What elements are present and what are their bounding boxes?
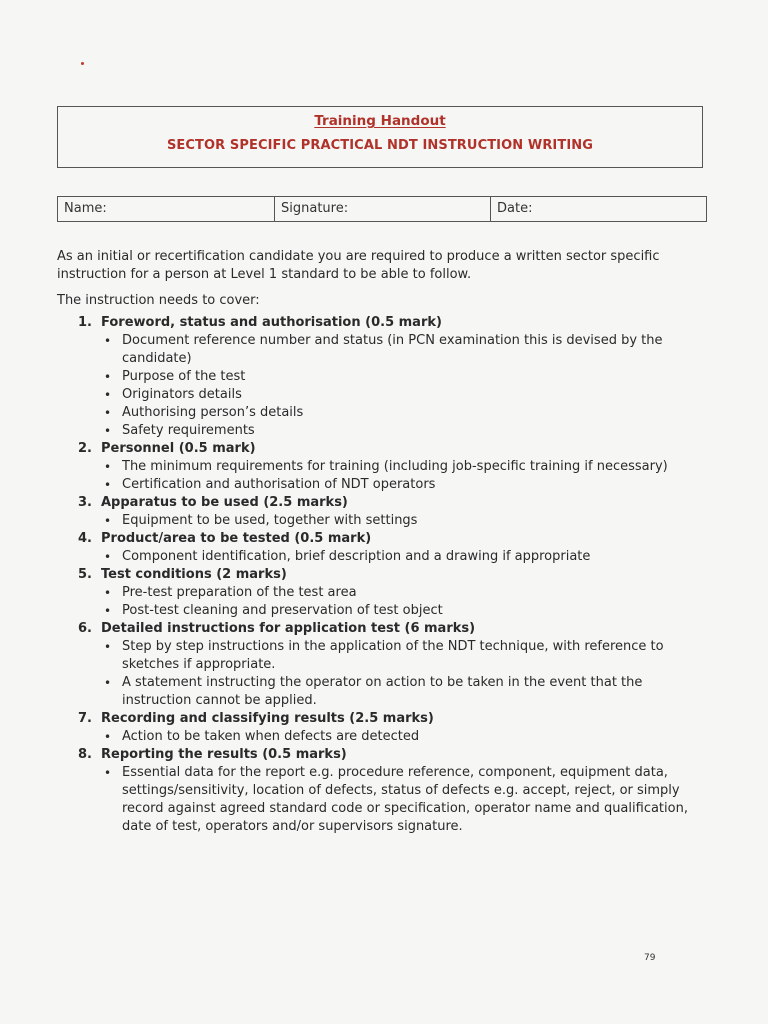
section-item — [57, 494, 707, 530]
section-item — [57, 440, 707, 494]
document-title: SECTOR SPECIFIC PRACTICAL NDT INSTRUCTION WRITING — [166, 138, 594, 153]
handout-title: Training Handout — [314, 113, 446, 129]
cover-intro: The instruction needs to cover: — [57, 293, 260, 308]
bullet-item: • Document reference number and status (in PCN examination this is devised by the candidate) — [101, 332, 707, 368]
bullet-list — [101, 512, 707, 530]
section-heading: Personnel (0.5 mark) — [101, 441, 256, 456]
signature-label: Signature: — [281, 201, 349, 216]
title-box — [57, 106, 703, 168]
section-heading: Product/area to be tested (0.5 mark) — [101, 531, 372, 546]
section-item — [57, 710, 707, 746]
bullet-item: • Equipment to be used, together with settings — [101, 512, 707, 530]
bullet-list — [101, 548, 707, 566]
date-label: Date: — [497, 201, 533, 216]
section-item — [57, 314, 707, 440]
page-number: 79 — [644, 953, 656, 963]
bullet-item: • Safety requirements — [101, 422, 707, 440]
bullet-list — [101, 728, 707, 746]
section-number: 2. — [78, 441, 92, 456]
section-number: 3. — [78, 495, 92, 510]
section-number: 7. — [78, 711, 92, 726]
bullet-item: • Purpose of the test — [101, 368, 707, 386]
bullet-item: • The minimum requirements for training (including job-specific training if necessary) — [101, 458, 707, 476]
bullet-item: • Action to be taken when defects are detected — [101, 728, 707, 746]
name-field[interactable] — [58, 197, 275, 222]
section-number: 5. — [78, 567, 92, 582]
section-item — [57, 620, 707, 710]
bullet-list — [101, 458, 707, 494]
section-number: 1. — [78, 315, 92, 330]
intro-paragraph: As an initial or recertification candidate you are required to produce a written sector specific instruction for a person at Level 1 standard to be able to follow. — [57, 249, 660, 282]
bullet-item: • Step by step instructions in the application of the NDT technique, with reference to sketches if appropriate. — [101, 638, 707, 674]
bullet-item: • Originators details — [101, 386, 707, 404]
section-item — [57, 566, 707, 620]
section-heading: Foreword, status and authorisation (0.5 mark) — [101, 315, 442, 330]
section-item — [57, 530, 707, 566]
bullet-item: • A statement instructing the operator on action to be taken in the event that the instruction cannot be applied. — [101, 674, 707, 710]
signature-field[interactable] — [275, 197, 491, 222]
bullet-item: • Certification and authorisation of NDT operators — [101, 476, 707, 494]
bullet-item: • Authorising person’s details — [101, 404, 707, 422]
bullet-item: • Component identification, brief description and a drawing if appropriate — [101, 548, 707, 566]
date-field[interactable] — [491, 197, 707, 222]
section-number: 4. — [78, 531, 92, 546]
section-heading: Detailed instructions for application test (6 marks) — [101, 621, 476, 636]
bullet-list — [101, 764, 707, 836]
section-heading: Recording and classifying results (2.5 marks) — [101, 711, 434, 726]
section-heading: Reporting the results (0.5 marks) — [101, 747, 347, 762]
section-list — [57, 314, 707, 836]
bullet-item: • Post-test cleaning and preservation of test object — [101, 602, 707, 620]
bullet-list — [101, 332, 707, 440]
bullet-item: • Essential data for the report e.g. procedure reference, component, equipment data, settings/sensitivity, location of defects, status of defects e.g. accept, reject, or simply record against agreed standard code or specification, operator name and qualification, date of test, operators and/or supervisors signature. — [101, 764, 707, 836]
section-item — [57, 746, 707, 836]
bullet-list — [101, 584, 707, 620]
name-label: Name: — [64, 201, 107, 216]
candidate-fields-table — [57, 196, 707, 222]
bullet-item: • Pre-test preparation of the test area — [101, 584, 707, 602]
stray-mark — [81, 62, 84, 65]
document-body — [57, 248, 707, 836]
section-number: 6. — [78, 621, 92, 636]
section-number: 8. — [78, 747, 92, 762]
section-heading: Test conditions (2 marks) — [101, 567, 287, 582]
bullet-list — [101, 638, 707, 710]
section-heading: Apparatus to be used (2.5 marks) — [101, 495, 348, 510]
